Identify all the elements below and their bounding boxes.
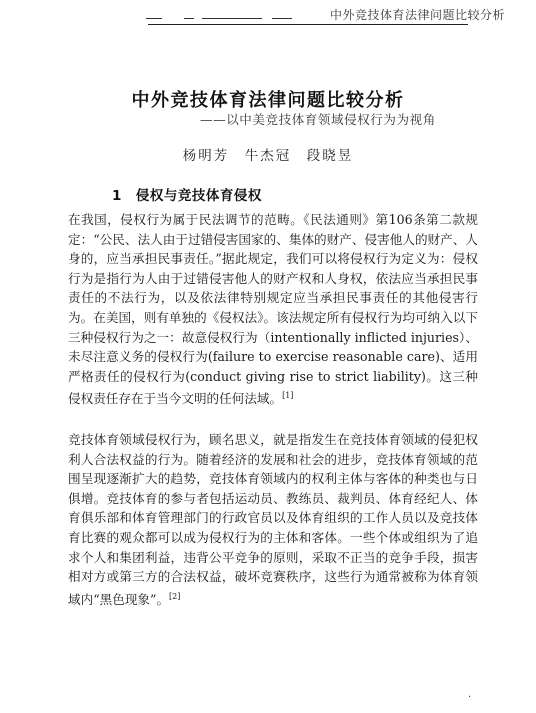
footnote-mark-2: [2] <box>169 591 181 601</box>
article-title: 中外竞技体育法律问题比较分析 <box>131 90 405 111</box>
header-dash-3 <box>202 18 262 19</box>
page-mark: · <box>468 692 472 703</box>
paragraph-2-text: 竞技体育领域侵权行为，顾名思义，就是指发生在竞技体育领域的侵犯权利人合法权益的行为。随着经济的发展和社会的进步，竞技体育领域的范围呈现逐渐扩大的趋势，竞技体育领域内的权利主体与客体的种类也与日俱增。竞技体育的参与者包括运动员、教练员、裁判员、体育经纪人、体育俱乐部和体育管理部门的行政官员以及体育组织的工作人员以及竞技体育比赛的观众都可以成为侵权行为的主体和客体。一些个体或组织为了追求个人和集团利益，违背公平竞争的原则，采取不正当的竞争手段，损害相对方或第三方的合法权益，破坏竞赛秩序，这些行为通常被称为体育领域内“黑色现象”。 <box>68 432 478 607</box>
paragraph-1-text: 在我国，侵权行为属于民法调节的范畴。《民法通则》第106条第二款规定：“公民、法人由于过错侵害国家的、集体的财产、侵害他人的财产、人身的，应当承担民事责任。”据此规定，我们可以将侵权行为定义为：侵权行为是指行为人由于过错侵害他人的财产权和人身权，依法应当承担民事责任的不法行为，以及依法律特别规定应当承担民事责任的其他侵害行为。在美国，则有单独的《侵权法》。该法规定所有侵权行为均可纳入以下三种侵权行为之一：故意侵权行为（intentionally inflicted injuries）、未尽注意义务的侵权行为(failure to exercise reasonable care)、适用严格责任的侵权行为(conduct giving rise to strict liability)。这三种侵权责任存在于当今文明的任何法域。 <box>68 212 478 407</box>
header-dash-4 <box>272 18 292 19</box>
article-subtitle: ——以中美竞技体育领域侵权行为为视角 <box>200 112 436 127</box>
section-heading: 1 侵权与竞技体育侵权 <box>112 188 262 204</box>
footnote-mark-1: [1] <box>282 391 294 401</box>
paragraph-2 <box>68 430 478 610</box>
header-dash-2 <box>184 18 194 19</box>
running-head: 中外竞技体育法律问题比较分析 <box>329 8 505 22</box>
article-authors: 杨明芳 牛杰冠 段晓昱 <box>182 148 354 164</box>
header-dash-1 <box>146 18 162 19</box>
header-rule <box>148 24 468 25</box>
paragraph-1 <box>68 210 478 409</box>
